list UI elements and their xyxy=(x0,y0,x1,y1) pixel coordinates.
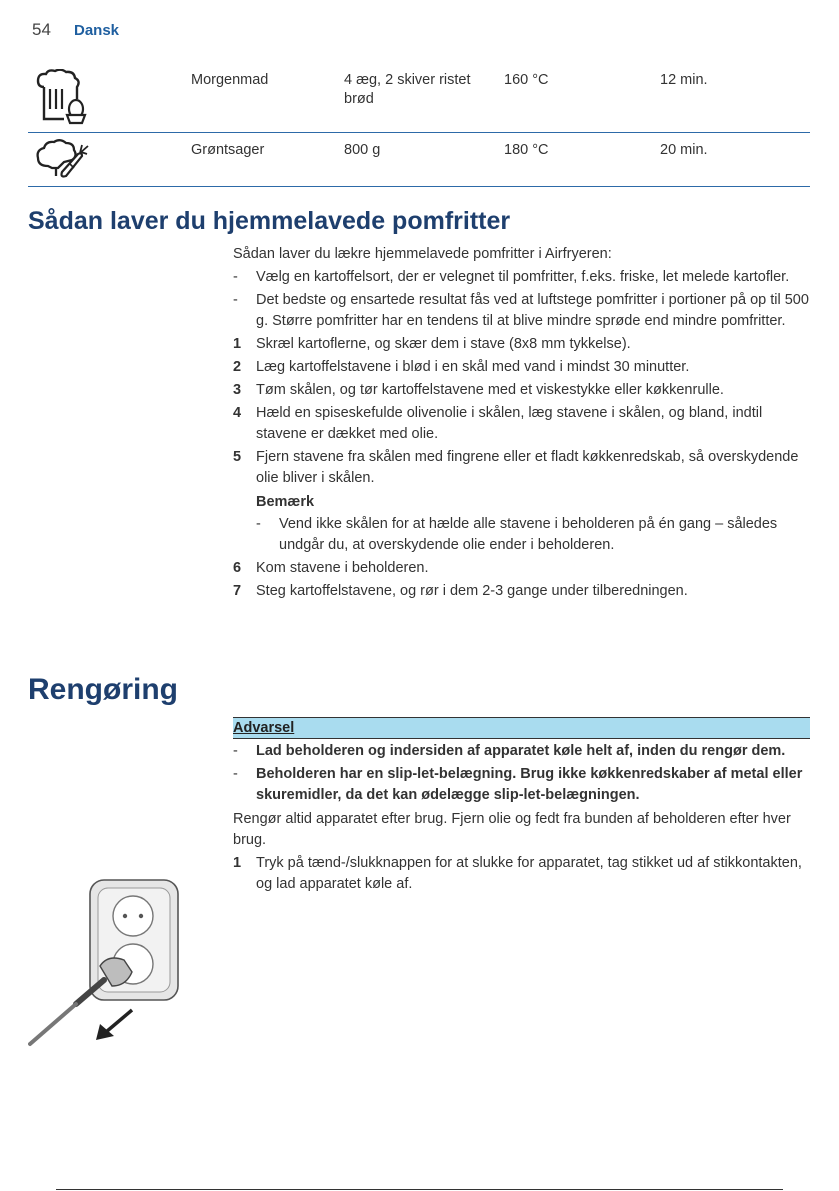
step-item: 5 Fjern stavene fra skålen med fingrene eller et fladt køkkenredskab, så overskydende olie bliver i skålen. xyxy=(233,449,799,486)
cleaning-intro: Rengør altid apparatet efter brug. Fjern olie og fedt fra bunden af beholderen efter hver brug. xyxy=(233,811,791,848)
section-title-cleaning: Rengøring xyxy=(28,673,178,706)
fries-instructions xyxy=(233,244,811,604)
plug-icon xyxy=(30,958,132,1044)
step-item: 1 Tryk på tænd-/slukknappen for at slukke for apparatet, tag stikket ud af stikkontakten, og lad apparatet køle af. xyxy=(233,855,802,892)
warning-item: - Lad beholderen og indersiden af apparatet køle helt af, inden du rengør dem. xyxy=(233,743,786,759)
step-item: 1 Skræl kartoflerne, og skær dem i stave (8x8 mm tykkelse). xyxy=(233,336,631,352)
section-title-fries: Sådan laver du hjemmelavede pomfritter xyxy=(28,207,511,235)
step-item: 3 Tøm skålen, og tør kartoffelstavene med et viskestykke eller køkkenrulle. xyxy=(233,382,724,398)
food-quantity: 800 g xyxy=(344,142,381,158)
fries-intro: Sådan laver du lækre hjemmelavede pomfritter i Airfryeren: xyxy=(233,246,612,262)
warning-item: - Beholderen har en slip-let-belægning. Brug ikke køkkenredskaber af metal eller skuremidler, da det kan ødelægge slip-let-belægningen. xyxy=(233,766,803,803)
food-quantity: 4 æg, 2 skiver ristet brød xyxy=(344,72,471,107)
footer-divider xyxy=(56,1189,783,1190)
breakfast-icon xyxy=(34,69,88,125)
list-item: - Det bedste og ensartede resultat fås ved at luftstege pomfritter i portioner på op til 500 g. Større pomfritter har en tendens til at blive mindre sprøde end mindre pomfritter. xyxy=(233,292,809,329)
language-label: Dansk xyxy=(74,22,120,39)
warning-title: Advarsel xyxy=(233,717,810,739)
unplug-illustration xyxy=(28,876,188,1051)
vegetables-icon xyxy=(34,138,90,178)
table-row xyxy=(28,62,810,133)
step-item: 7 Steg kartoffelstavene, og rør i dem 2-3 gange under tilberedningen. xyxy=(233,583,688,599)
food-temperature: 180 °C xyxy=(504,142,549,158)
step-item: 2 Læg kartoffelstavene i blød i en skål med vand i mindst 30 minutter. xyxy=(233,359,690,375)
arrow-icon xyxy=(96,1010,132,1040)
table-row xyxy=(28,133,810,187)
step-item: 4 Hæld en spiseskefulde olivenolie i skålen, læg stavene i skålen, og bland, indtil stavene er dækket med olie. xyxy=(233,405,763,442)
food-time: 12 min. xyxy=(660,72,708,88)
cleaning-instructions xyxy=(233,741,811,897)
page-number: 54 xyxy=(32,20,51,39)
step-item: 6 Kom stavene i beholderen. xyxy=(233,560,429,576)
note-title: Bemærk xyxy=(256,494,315,510)
note-item: - Vend ikke skålen for at hælde alle stavene i beholderen på én gang – således undgår du, at overskydende olie ender i beholderen. xyxy=(256,516,778,553)
food-temperature: 160 °C xyxy=(504,72,549,88)
food-name: Morgenmad xyxy=(191,72,269,88)
food-name: Grøntsager xyxy=(191,142,265,158)
list-item: - Vælg en kartoffelsort, der er velegnet til pomfritter, f.eks. friske, let melede kartofler. xyxy=(233,269,790,285)
food-time: 20 min. xyxy=(660,142,708,158)
